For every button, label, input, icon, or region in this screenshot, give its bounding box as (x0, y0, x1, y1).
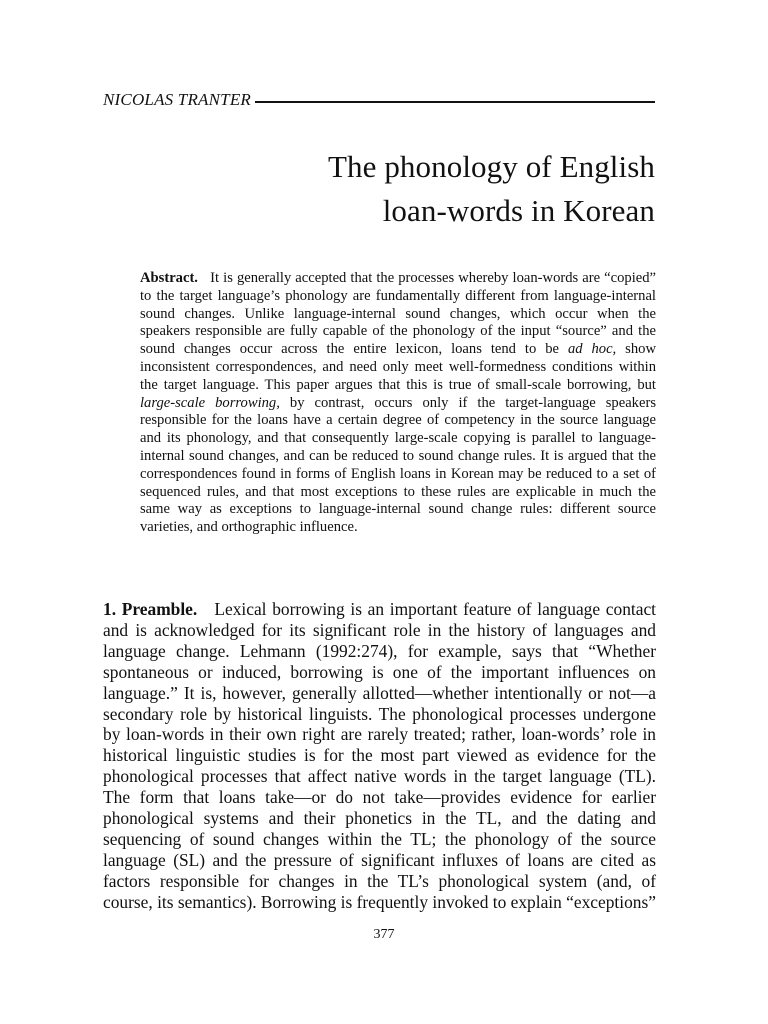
title-line-2: loan-words in Korean (382, 193, 655, 228)
title-line-1: The phonology of English (327, 149, 655, 184)
author-name: NICOLAS TRANTER (103, 90, 251, 109)
abstract-text-1: It is generally accepted that the processes whereby loan-words are “copied” to the target language’s phonology are fundamentally different from language-internal sound changes. Unlike language-internal sound changes, which occur when the speakers responsible are fully capable of the phonology of the input “source” and the sound changes occur across the entire lexicon, loans tend to be (140, 270, 656, 358)
page-number: 377 (373, 927, 395, 942)
abstract-italic-2: large-scale borrowing, (140, 394, 280, 411)
abstract-text-2: show inconsistent correspondences, and need only meet well-formedness conditions within the target language. This paper argues that this is true of small-scale borrowing, but (140, 341, 656, 393)
abstract (140, 270, 656, 537)
abstract-label: Abstract. (140, 270, 198, 286)
section-paragraph: Lexical borrowing is an important feature of language contact and is acknowledged for its significant role in the history of languages and language change. Lehmann (1992:274), for example, says that “Whether spontaneous or induced, borrowing is one of the important influences on language.” It is, however, generally allotted—whether intentionally or not—a secondary role by historical linguists. The phonological processes undergone by loan-words in their own right are rarely treated; rather, loan-words’ role in historical linguistic studies is for the most part viewed as evidence for the phonological processes that affect native words in the target language (TL). The form that loans take—or do not take—provides evidence for earlier phonological systems and their phonetics in the TL, and the dating and sequencing of sound changes within the TL; the phonology of the source language (SL) and the pressure of significant influxes of loans are cited as factors responsible for changes in the TL’s phonological system (and, of course, its semantics). Borrowing is frequently invoked to explain “exceptions” (103, 599, 656, 912)
article-title (135, 145, 655, 233)
abstract-text-3: by contrast, occurs only if the target-language speakers responsible for the loans have a certain degree of competency in the source language and its phonology, and that consequently large-scale copying is parallel to language-internal sound changes, and can be reduced to sound change rules. It is argued that the correspondences found in forms of English loans in Korean may be reduced to a set of sequenced rules, and that most exceptions to these rules are explicable in much the same way as exceptions to language-internal sound change rules: different source varieties, and orthographic influence. (140, 394, 656, 536)
section-heading: 1. Preamble. (103, 599, 198, 619)
header-rule (255, 101, 655, 103)
running-header (103, 90, 655, 110)
section-preamble (103, 599, 656, 913)
abstract-italic-1: ad hoc, (567, 341, 617, 358)
